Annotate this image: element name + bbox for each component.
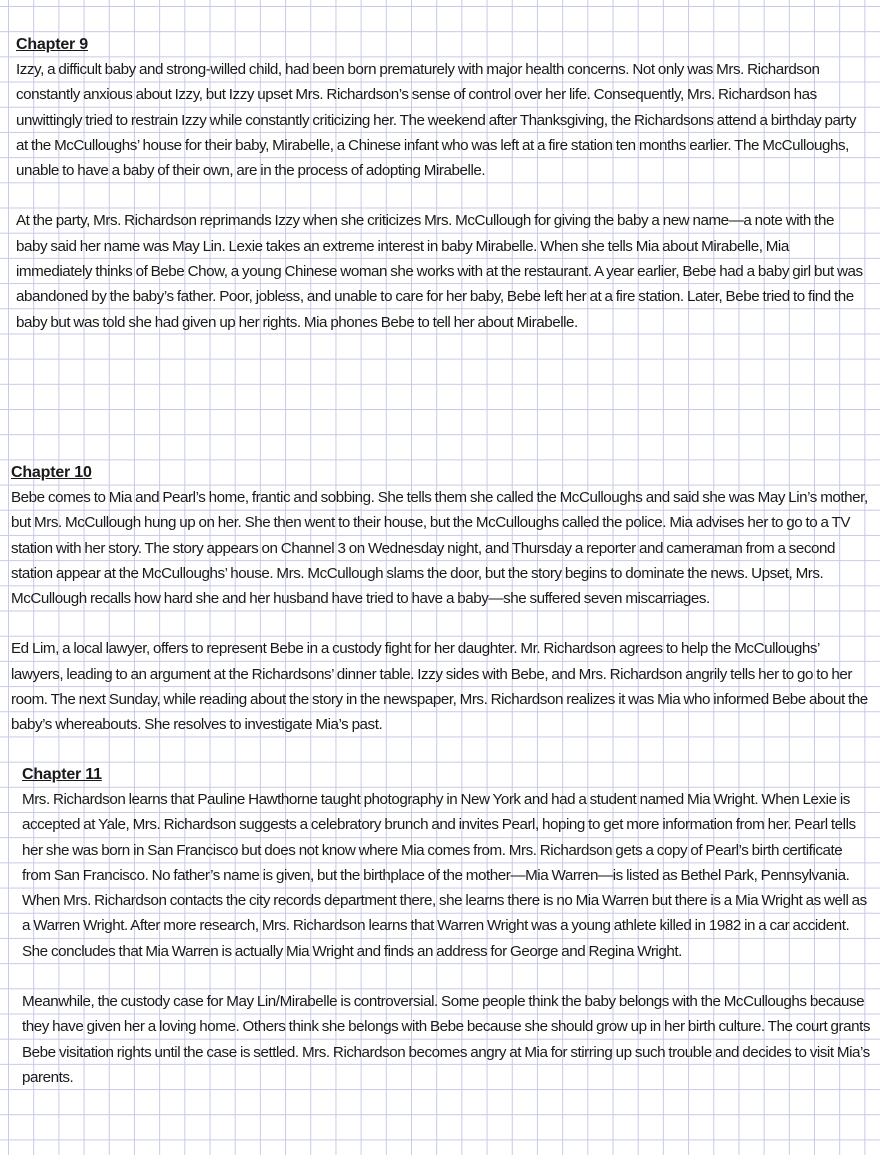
- chapter-9-paragraph-2: At the party, Mrs. Richardson reprimands Izzy when she criticizes Mrs. McCullough for giving the baby a new name—a note with the baby said her name was May Lin. Lexie takes an extreme interest in baby Mirabelle. When she tells Mia about Mirabelle, Mia immediately thinks of Bebe Chow, a young Chinese woman she works with at the restaurant. A year earlier, Bebe had a baby girl but was abandoned by the baby’s father. Poor, jobless, and unable to care for her baby, Bebe left her at a fire station. Later, Bebe tried to find the baby but was told she had given up her rights. Mia phones Bebe to tell her about Mirabelle.: [16, 212, 863, 331]
- chapter-9-section: [16, 35, 866, 335]
- chapter-11-paragraph-2: Meanwhile, the custody case for May Lin/Mirabelle is controversial. Some people think the baby belongs with the McCulloughs because they have given her a loving home. Others think she belongs with Bebe because she should grow up in her birth culture. The court grants Bebe visitation rights until the case is settled. Mrs. Richardson becomes angry at Mia for stirring up such trouble and decides to visit Mia’s parents.: [22, 993, 871, 1086]
- chapter-9-paragraph-1: Izzy, a difficult baby and strong-willed child, had been born prematurely with major health concerns. Not only was Mrs. Richardson constantly anxious about Izzy, but Izzy upset Mrs. Richardson’s sense of control over her life. Consequently, Mrs. Richardson has unwittingly tried to restrain Izzy while constantly criticizing her. The weekend after Thanksgiving, the Richardsons attend a birthday party at the McCulloughs’ house for their baby, Mirabelle, a Chinese infant who was left at a fire station ten months earlier. The McCulloughs, unable to have a baby of their own, are in the process of adopting Mirabelle.: [16, 61, 856, 180]
- chapter-10-section: [11, 463, 869, 738]
- chapter-11-paragraph-1: Mrs. Richardson learns that Pauline Hawthorne taught photography in New York and had a student named Mia Wright. When Lexie is accepted at Yale, Mrs. Richardson suggests a celebratory brunch and invites Pearl, hoping to get more information from her. Pearl tells her she was born in San Francisco but does not know where Mia comes from. Mrs. Richardson gets a copy of Pearl’s birth certificate from San Francisco. No father’s name is given, but the birthplace of the mother—Mia Warren—is listed as Bethel Park, Pennsylvania. When Mrs. Richardson contacts the city records department there, she learns there is no Mia Warren but there is a Mia Wright as well as a Warren Wright. After more research, Mrs. Richardson learns that Warren Wright was a young athlete killed in 1982 in a car accident. She concludes that Mia Warren is actually Mia Wright and finds an address for George and Regina Wright.: [22, 791, 867, 960]
- chapter-10-paragraph-2: Ed Lim, a local lawyer, offers to represent Bebe in a custody fight for her daughter. Mr. Richardson agrees to help the McCulloughs’ lawyers, leading to an argument at the Richardsons’ dinner table. Izzy sides with Bebe, and Mrs. Richardson angrily tells her to go to her room. The next Sunday, while reading about the story in the newspaper, Mrs. Richardson realizes it was Mia who informed Bebe about the baby’s whereabouts. She resolves to investigate Mia’s past.: [11, 640, 868, 734]
- chapter-10-paragraph-1: Bebe comes to Mia and Pearl’s home, frantic and sobbing. She tells them she called the McCulloughs and said she was May Lin’s mother, but Mrs. McCullough hung up on her. She then went to their house, but the McCulloughs called the police. Mia advises her to go to a TV station with her story. The story appears on Channel 3 on Wednesday night, and Thursday a reporter and cameraman from a second station appear at the McCulloughs’ house. Mrs. McCullough slams the door, but the story begins to dominate the news. Upset, Mrs. McCullough recalls how hard she and her husband have tried to have a baby—she suffered seven miscarriages.: [11, 489, 868, 608]
- chapter-10-title: Chapter 10: [11, 464, 92, 481]
- chapter-11-title: Chapter 11: [22, 766, 102, 783]
- chapter-9-title: Chapter 9: [16, 36, 88, 53]
- chapter-11-section: [22, 765, 874, 1090]
